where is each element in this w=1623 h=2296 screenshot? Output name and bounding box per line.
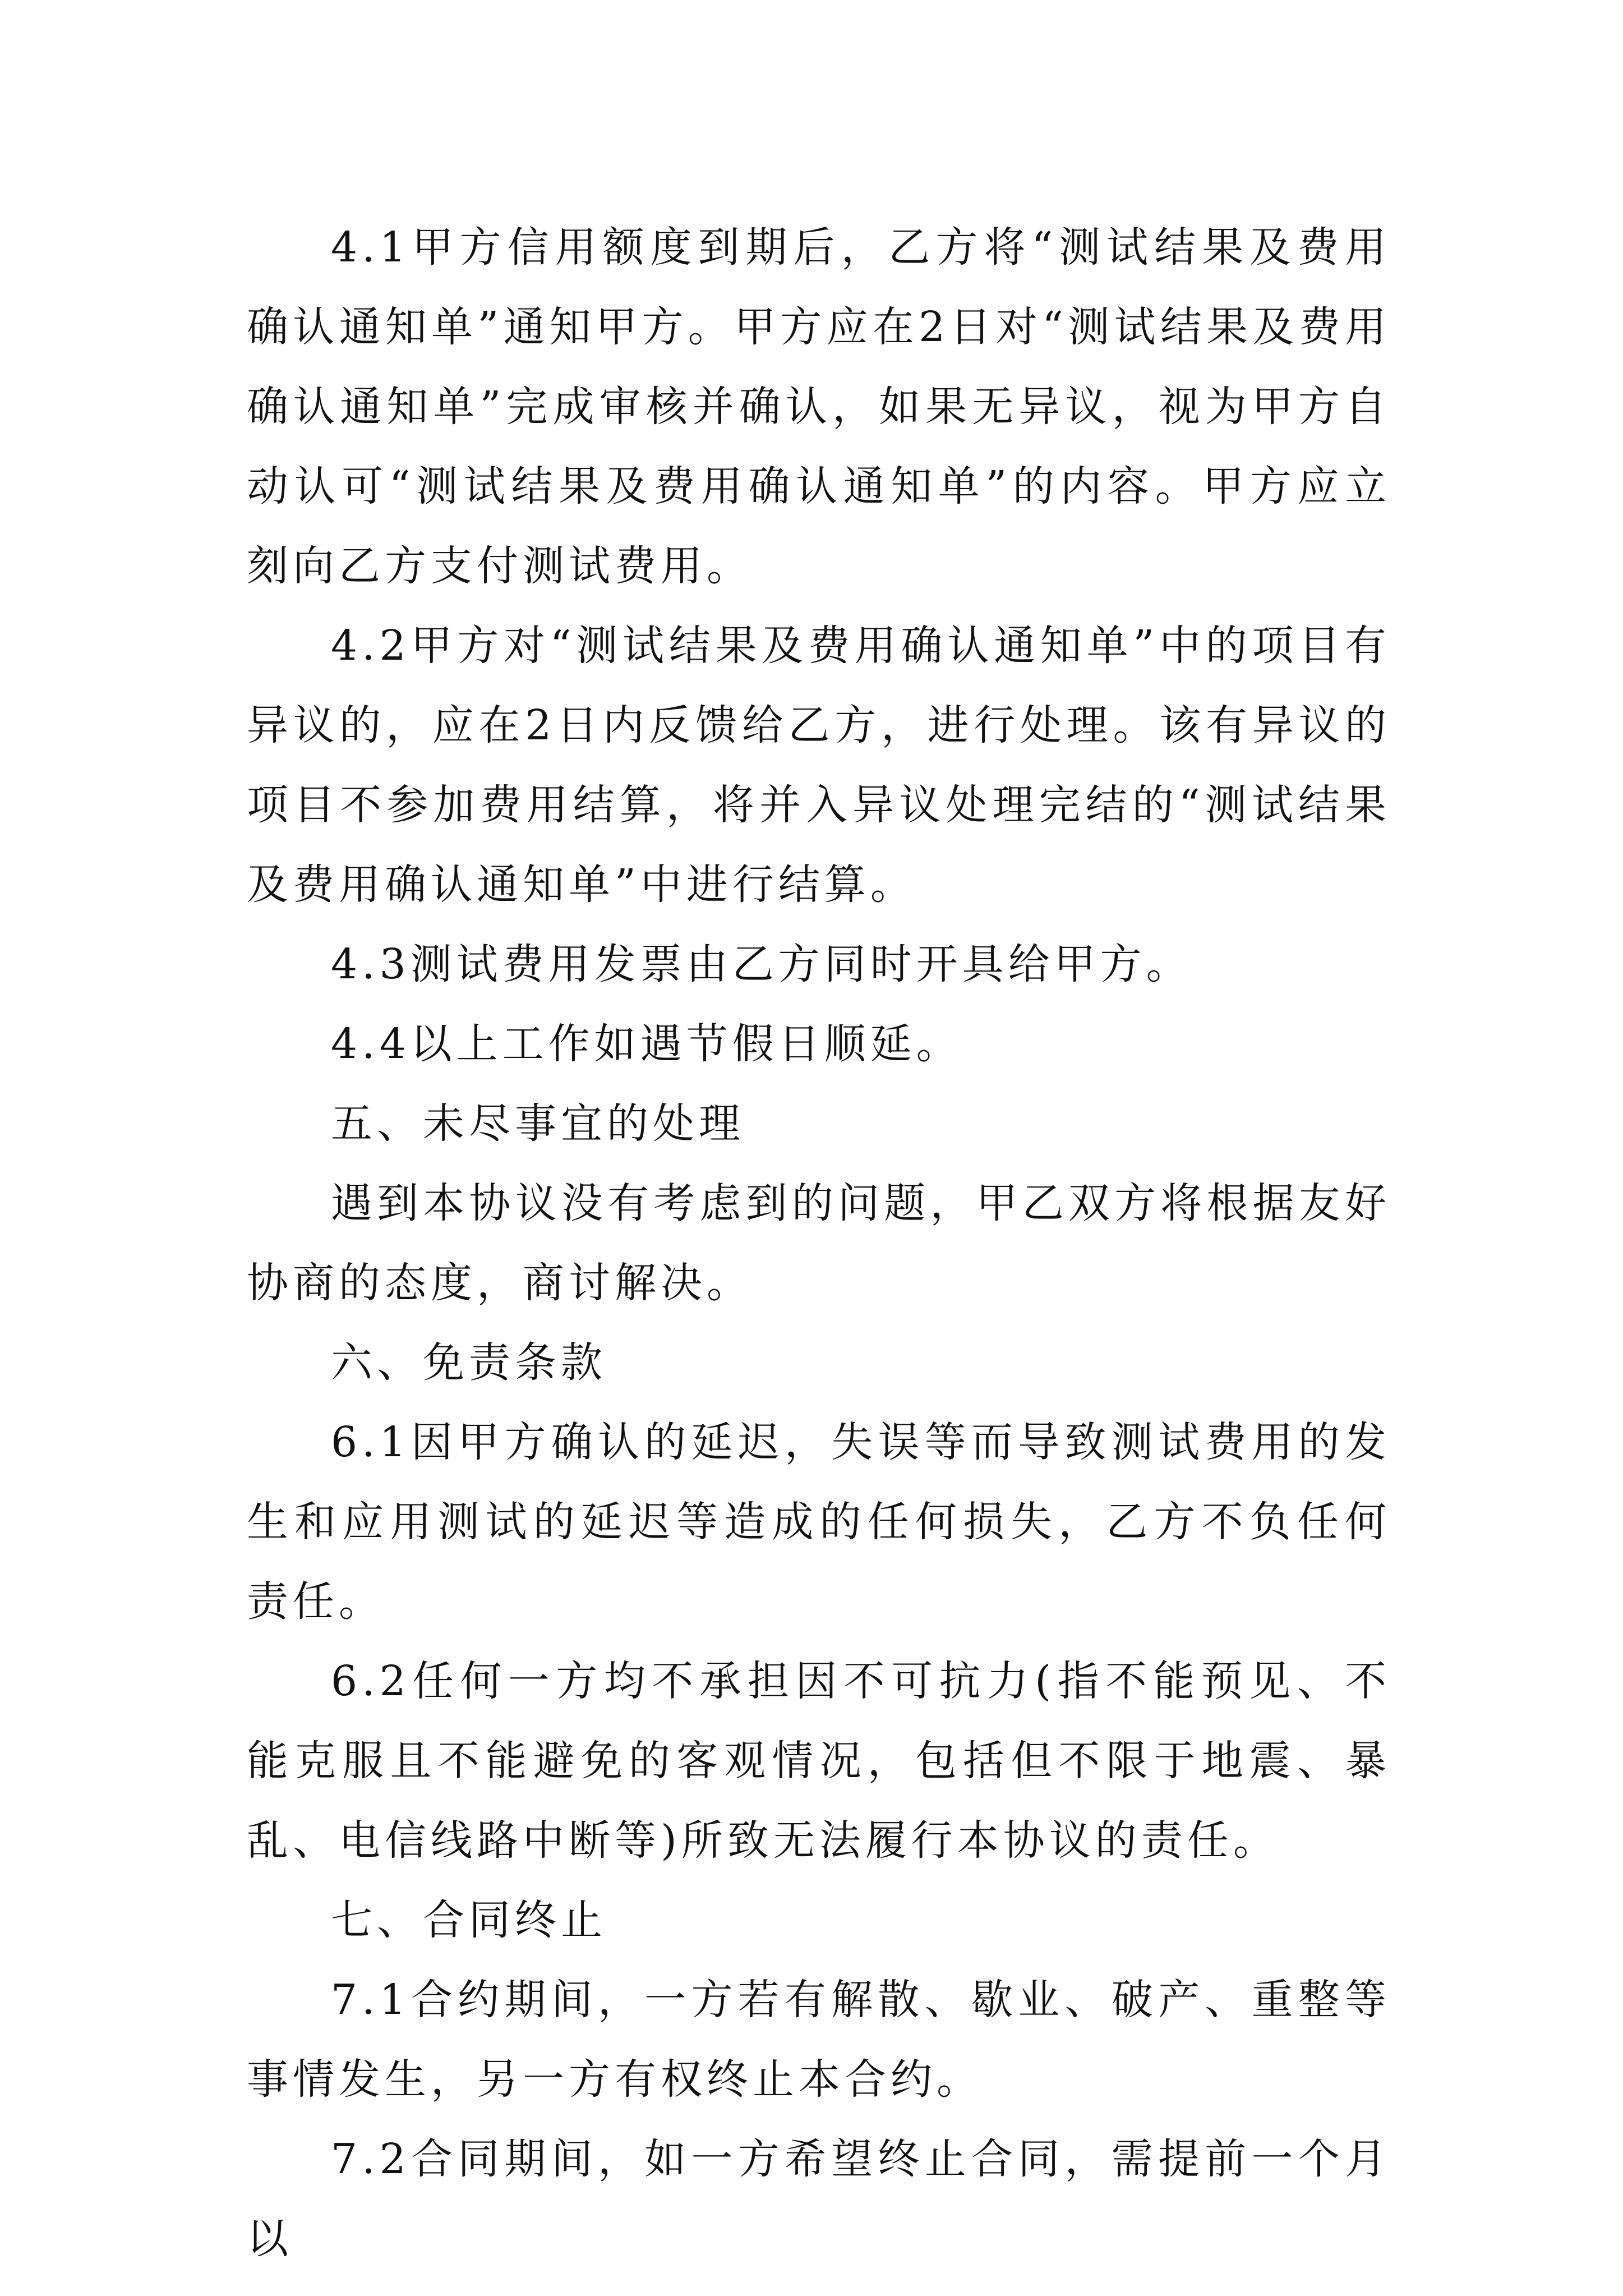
section-7-heading: 七、合同终止 bbox=[331, 1896, 607, 1944]
section-6-heading: 六、免责条款 bbox=[331, 1338, 607, 1387]
section-5-body: 遇到本协议没有考虑到的问题，甲乙双方将根据友好协商的态度，商讨解决。 bbox=[247, 1179, 1391, 1307]
clause-7-1: 7.1合约期间，一方若有解散、歇业、破产、重整等事情发生，另一方有权终止本合约。 bbox=[247, 1976, 1391, 2104]
clause-7-2: 7.2合同期间，如一方希望终止合同，需提前一个月以 bbox=[247, 2135, 1391, 2263]
clause-6-1: 6.1因甲方确认的延迟，失误等而导致测试费用的发生和应用测试的延迟等造成的任何损失，乙方不负任何责任。 bbox=[247, 1418, 1391, 1626]
clause-4-3: 4.3测试费用发票由乙方同时开具给甲方。 bbox=[331, 940, 1192, 988]
section-5-heading: 五、未尽事宜的处理 bbox=[331, 1099, 745, 1148]
document-page bbox=[247, 208, 1391, 2279]
clause-4-1: 4.1甲方信用额度到期后，乙方将“测试结果及费用确认通知单”通知甲方。甲方应在2日对“测试结果及费用确认通知单”完成审核并确认，如果无异议，视为甲方自动认可“测试结果及费用确认通知单”的内容。甲方应立刻向乙方支付测试费用。 bbox=[247, 223, 1391, 590]
clause-6-2: 6.2任何一方均不承担因不可抗力(指不能预见、不能克服且不能避免的客观情况，包括但不限于地震、暴乱、电信线路中断等)所致无法履行本协议的责任。 bbox=[247, 1657, 1391, 1865]
clause-4-4: 4.4以上工作如遇节假日顺延。 bbox=[331, 1020, 962, 1068]
clause-4-2: 4.2甲方对“测试结果及费用确认通知单”中的项目有异议的，应在2日内反馈给乙方，进行处理。该有异议的项目不参加费用结算，将并入异议处理完结的“测试结果及费用确认通知单”中进行结算。 bbox=[247, 622, 1391, 909]
